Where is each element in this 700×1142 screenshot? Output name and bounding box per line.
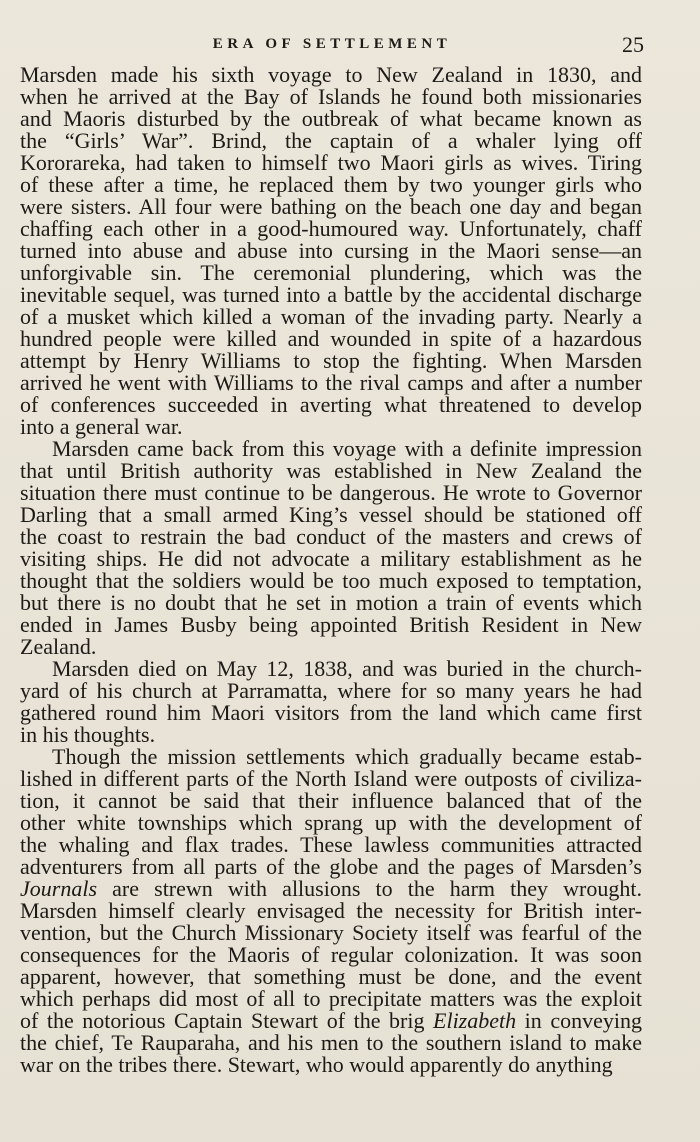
text-line: but there is no doubt that he set in motion a train of events which [20,590,642,615]
text-line: were sisters. All four were bathing on the beach one day and began [20,194,642,219]
text-line: unforgivable sin. The ceremonial plundering, which was the [20,260,642,285]
paragraph [20,438,642,658]
text-line: and Maoris disturbed by the outbreak of what became known as [20,106,642,131]
text-line: Marsden died on May 12, 1838, and was buried in the church- [52,656,642,681]
text-line: Marsden came back from this voyage with a definite impression [52,436,642,461]
text-line: gathered round him Maori visitors from the land which came first [20,700,642,725]
paragraph [20,746,642,1076]
text-line: the chief, Te Rauparaha, and his men to the southern island to make [20,1030,642,1055]
text-line: when he arrived at the Bay of Islands he found both missionaries [20,84,642,109]
text-line: tion, it cannot be said that their influence balanced that of the [20,788,642,813]
text-line: vention, but the Church Missionary Society itself was fearful of the [20,920,642,945]
text-line: consequences for the Maoris of regular colonization. It was soon [20,942,642,967]
text-line: apparent, however, that something must be done, and the event [20,964,642,989]
text-line: inevitable sequel, was turned into a battle by the accidental discharge [20,282,642,307]
text-line: Journals are strewn with allusions to the harm they wrought. [20,876,642,901]
body-text [20,64,642,1076]
text-line: of these after a time, he replaced them by two younger girls who [20,172,642,197]
text-line: of the notorious Captain Stewart of the brig Elizabeth in conveying [20,1008,642,1033]
text-line: situation there must continue to be dangerous. He wrote to Governor [20,480,642,505]
text-line: yard of his church at Parramatta, where for so many years he had [20,678,642,703]
text-line: which perhaps did most of all to precipitate matters was the exploit [20,986,642,1011]
text-line: of a musket which killed a woman of the invading party. Nearly a [20,304,642,329]
text-line: Kororareka, had taken to himself two Maori girls as wives. Tiring [20,150,642,175]
text-line: Darling that a small armed King’s vessel should be stationed off [20,502,642,527]
page-number: 25 [622,32,644,57]
text-line: war on the tribes there. Stewart, who would apparently do anything [20,1052,613,1077]
text-line: arrived he went with Williams to the rival camps and after a number [20,370,642,395]
chapter-title: ERA OF SETTLEMENT [212,36,452,52]
text-line: ended in James Busby being appointed British Resident in New [20,612,642,637]
text-line: Marsden made his sixth voyage to New Zealand in 1830, and [20,62,642,87]
text-line: thought that the soldiers would be too much exposed to temptation, [20,568,642,593]
text-line: other white townships which sprang up with the development of [20,810,642,835]
text-line: visiting ships. He did not advocate a military establishment as he [20,546,642,571]
paragraph [20,64,642,438]
text-line: of conferences succeeded in averting what threatened to develop [20,392,642,417]
text-line: adventurers from all parts of the globe and the pages of Marsden’s [20,854,642,879]
text-line: turned into abuse and abuse into cursing in the Maori sense—an [20,238,642,263]
text-line: hundred people were killed and wounded in spite of a hazardous [20,326,642,351]
text-line: lished in different parts of the North Island were outposts of civiliza- [20,766,642,791]
text-line: the coast to restrain the bad conduct of the masters and crews of [20,524,642,549]
text-line: attempt by Henry Williams to stop the fighting. When Marsden [20,348,642,373]
text-line: the whaling and flax trades. These lawless communities attracted [20,832,642,857]
text-line: chaffing each other in a good-humoured way. Unfortunately, chaff [20,216,642,241]
text-line: the “Girls’ War”. Brind, the captain of a whaler lying off [20,128,642,153]
text-line: that until British authority was established in New Zealand the [20,458,642,483]
text-line: into a general war. [20,414,183,439]
paragraph [20,658,642,746]
text-line: Though the mission settlements which gradually became estab- [52,744,642,769]
running-head [20,34,644,56]
text-line: in his thoughts. [20,722,156,747]
text-line: Marsden himself clearly envisaged the necessity for British inter- [20,898,642,923]
text-line: Zealand. [20,634,97,659]
